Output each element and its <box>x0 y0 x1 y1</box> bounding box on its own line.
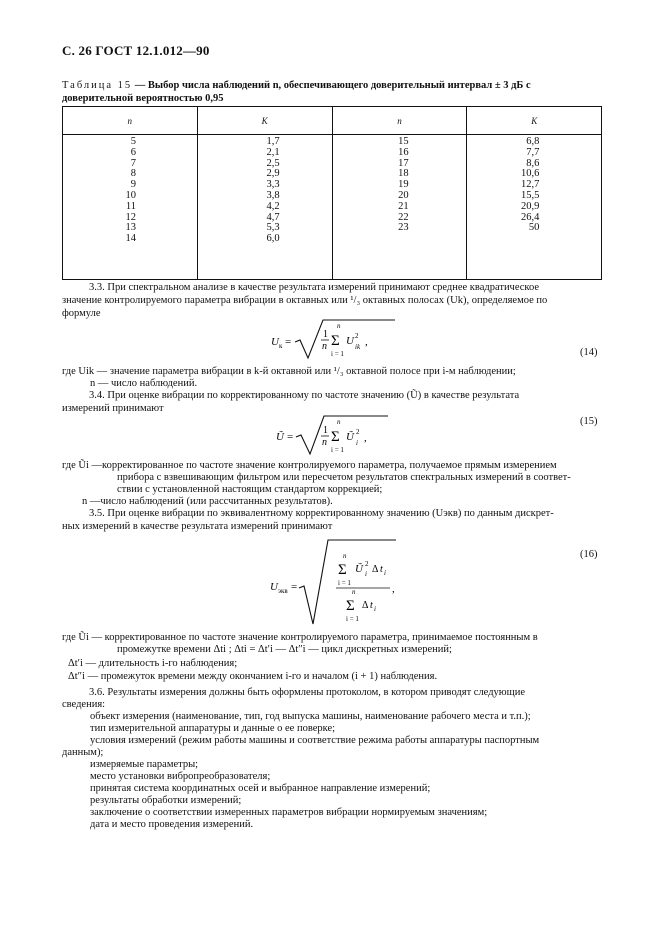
where-16-dt1: Δt′i — длительность i-го наблюдения; <box>68 658 238 669</box>
svg-text:Σ: Σ <box>338 562 347 578</box>
column-n-right <box>332 135 467 280</box>
table-cell: 12,7 <box>521 179 540 191</box>
where-16-dt2: Δt″i — промежуток времени между окончанием i-го и началом (i + 1) наблюдения. <box>68 671 438 682</box>
equation-number-14: (14) <box>580 347 598 358</box>
svg-text:n: n <box>322 437 327 448</box>
para-3-3 <box>62 281 602 294</box>
equation-number-16: (16) <box>580 549 598 560</box>
column-k-right <box>467 135 602 280</box>
svg-text:экв: экв <box>278 587 288 595</box>
svg-text:t: t <box>370 600 373 611</box>
table-cell: 23 <box>398 222 409 234</box>
list-item: условия измерений (режим работы машины и соответствие режима работы аппаратуры паспортным <box>90 735 540 746</box>
where-14-uik: где Uik — значение параметра вибрации в k-й октавной или ¹/₃ октавной полосе при i-м наблюдении; <box>62 366 516 377</box>
svg-text:,: , <box>364 432 367 444</box>
svg-text:=: = <box>291 581 298 593</box>
table-cell: 7,7 <box>526 146 540 158</box>
svg-text:Ũ: Ũ <box>355 563 363 575</box>
where-16-line2: промежутке времени Δti ; Δti = Δt′i — Δt″i — цикл дискретных измерений; <box>117 644 452 655</box>
para-3-4-line2: измерений принимают <box>62 403 164 414</box>
page-header: С. 26 ГОСТ 12.1.012—90 <box>62 43 210 58</box>
where-15-n: n —число наблюдений (или рассчитанных результатов). <box>82 496 333 507</box>
table-cell: 6,8 <box>526 136 540 147</box>
svg-text:i = 1: i = 1 <box>331 446 344 454</box>
svg-text:,: , <box>392 583 395 595</box>
svg-text:Σ: Σ <box>331 333 340 349</box>
table-cell: 9 <box>130 179 136 191</box>
para-3-4-line1: 3.4. При оценке вибрации по корректированному по частоте значению (Ũ) в качестве результата <box>89 390 520 401</box>
where-15-line3: ствии с установленной настоящим стандартом коррекцией; <box>117 484 383 495</box>
svg-text:Ũ: Ũ <box>346 431 354 443</box>
svg-text:n: n <box>352 588 356 596</box>
para-3-3-line2: значение контролируемого параметра вибрации в октавных или ¹/₃ октавных полосах (Uk), определяемое по <box>62 295 548 306</box>
table-cell: 8,6 <box>526 157 540 169</box>
svg-text:n: n <box>322 341 327 352</box>
table-cell: 15 <box>398 136 409 147</box>
table-cell: 11 <box>125 200 136 212</box>
svg-text:i: i <box>374 605 376 613</box>
para-3-6-line1: 3.6. Результаты измерения должны быть оформлены протоколом, в котором приводят следующие <box>89 687 526 698</box>
where-16-line1: где Ũi — корректированное по частоте значение контролируемого параметра, принимаемое постоянным в <box>62 632 538 643</box>
table-cell: 1,7 <box>266 136 280 147</box>
table-cell: 22 <box>398 211 409 223</box>
svg-text:n: n <box>343 552 347 560</box>
svg-text:ik: ik <box>355 343 361 351</box>
col-header-k: K <box>467 107 602 135</box>
table-cell: 15,5 <box>521 189 540 201</box>
svg-text:n: n <box>337 418 341 426</box>
table-cell: 4,7 <box>266 211 280 223</box>
table-cell: 2,9 <box>266 168 280 180</box>
table-title: — Выбор числа наблюдений n, обеспечивающего доверительный интервал ± 3 дБ с доверительной вероятностью 0,95 <box>62 80 531 104</box>
table-cell: 6,0 <box>266 233 280 245</box>
where-14-n: n — число наблюдений. <box>90 378 198 389</box>
col-header-k: K <box>197 107 332 135</box>
table-cell: 8 <box>130 168 136 180</box>
table-cell: 7 <box>130 157 136 169</box>
table-cell: 14 <box>125 233 136 245</box>
table-cell: 26,4 <box>521 211 540 223</box>
table-cell: 6 <box>130 146 136 158</box>
table-cell: 18 <box>398 168 409 180</box>
table-cell: 4,2 <box>266 200 280 212</box>
svg-text:1: 1 <box>323 329 328 340</box>
svg-text:U: U <box>346 335 354 347</box>
svg-text:Σ: Σ <box>331 429 340 445</box>
list-item-continuation: данным); <box>62 747 104 758</box>
svg-text:=: = <box>285 336 292 348</box>
data-table <box>62 106 602 280</box>
svg-text:1: 1 <box>323 425 328 436</box>
table-cell: 20 <box>398 189 409 201</box>
table-cell: 17 <box>398 157 409 169</box>
table-cell: 10,6 <box>521 168 540 180</box>
table-cell: 16 <box>398 146 409 158</box>
para-3-5-line2: ных измерений в качестве результата измерений принимают <box>62 521 333 532</box>
table-cell: 2,5 <box>266 157 280 169</box>
para-3-5-line1: 3.5. При оценке вибрации по эквивалентному корректированному значению (Uэкв) по данным дискрет- <box>89 508 554 519</box>
col-header-n: n <box>332 107 467 135</box>
table-cell: 5 <box>130 136 136 147</box>
column-k-left <box>197 135 332 280</box>
svg-text:Δ: Δ <box>362 600 369 611</box>
list-item: результаты обработки измерений; <box>90 795 242 806</box>
svg-text:2: 2 <box>356 428 360 436</box>
table-cell: 5,3 <box>266 222 280 234</box>
svg-text:U: U <box>271 336 279 348</box>
svg-text:i = 1: i = 1 <box>346 615 359 623</box>
table-cell: 13 <box>125 222 136 234</box>
table-cell: 50 <box>528 222 540 234</box>
table-cell: 3,3 <box>266 179 280 191</box>
col-header-n: n <box>63 107 198 135</box>
list-item: дата и место проведения измерений. <box>90 819 254 830</box>
formula-14 <box>265 318 405 362</box>
para-3-3-line1: 3.3. При спектральном анализе в качестве результата измерений принимают среднее квадратическое <box>89 282 540 293</box>
table-cell: 19 <box>398 179 409 191</box>
para-3-6-line2: сведения: <box>62 699 106 710</box>
list-item: объект измерения (наименование, тип, год выпуска машины, наименование рабочего места и т.п.); <box>90 711 531 722</box>
table-cell: 20,9 <box>521 200 540 212</box>
svg-text:n: n <box>337 322 341 330</box>
list-item: принятая система координатных осей и выбранное направление измерений; <box>90 783 431 794</box>
svg-text:,: , <box>365 336 368 348</box>
svg-text:2: 2 <box>365 560 369 568</box>
svg-text:U: U <box>270 581 278 593</box>
svg-text:i = 1: i = 1 <box>331 350 344 358</box>
where-15-line2: прибора с взвешивающим фильтром или пересчетом результатов спектральных измерений в соответ- <box>117 472 571 483</box>
list-item: место установки вибропреобразователя; <box>90 771 271 782</box>
list-item: измеряемые параметры; <box>90 759 199 770</box>
table-label: Таблица 15 <box>62 80 133 91</box>
list-item: тип измерительной аппаратуры и данные о ее поверке; <box>90 723 336 734</box>
table-cell: 10 <box>125 189 136 201</box>
svg-text:i: i <box>365 570 367 578</box>
table-cell: 21 <box>398 200 409 212</box>
list-item: заключение о соответствии измеренных параметров вибрации нормируемым значениям; <box>90 807 488 818</box>
table-cell: 3,8 <box>266 189 280 201</box>
svg-text:i = 1: i = 1 <box>338 579 351 587</box>
svg-text:Σ: Σ <box>346 598 355 614</box>
formula-16 <box>266 538 406 628</box>
column-n-left <box>63 135 198 280</box>
table-cell: 2,1 <box>266 146 280 158</box>
para-3-3-line3: формуле <box>62 308 101 319</box>
svg-text:=: = <box>287 431 294 443</box>
formula-15 <box>270 414 410 458</box>
table-caption <box>62 79 602 105</box>
svg-text:i: i <box>356 439 358 447</box>
svg-text:к: к <box>279 342 283 350</box>
svg-text:Δ: Δ <box>372 564 379 575</box>
svg-text:i: i <box>384 569 386 577</box>
svg-text:Ũ: Ũ <box>276 431 284 443</box>
svg-text:2: 2 <box>355 332 359 340</box>
where-15-line1: где Ũi —корректированное по частоте значение контролируемого параметра, получаемое прямым измерением <box>62 460 557 471</box>
equation-number-15: (15) <box>580 416 598 427</box>
svg-text:t: t <box>380 564 383 575</box>
table-cell: 12 <box>125 211 136 223</box>
